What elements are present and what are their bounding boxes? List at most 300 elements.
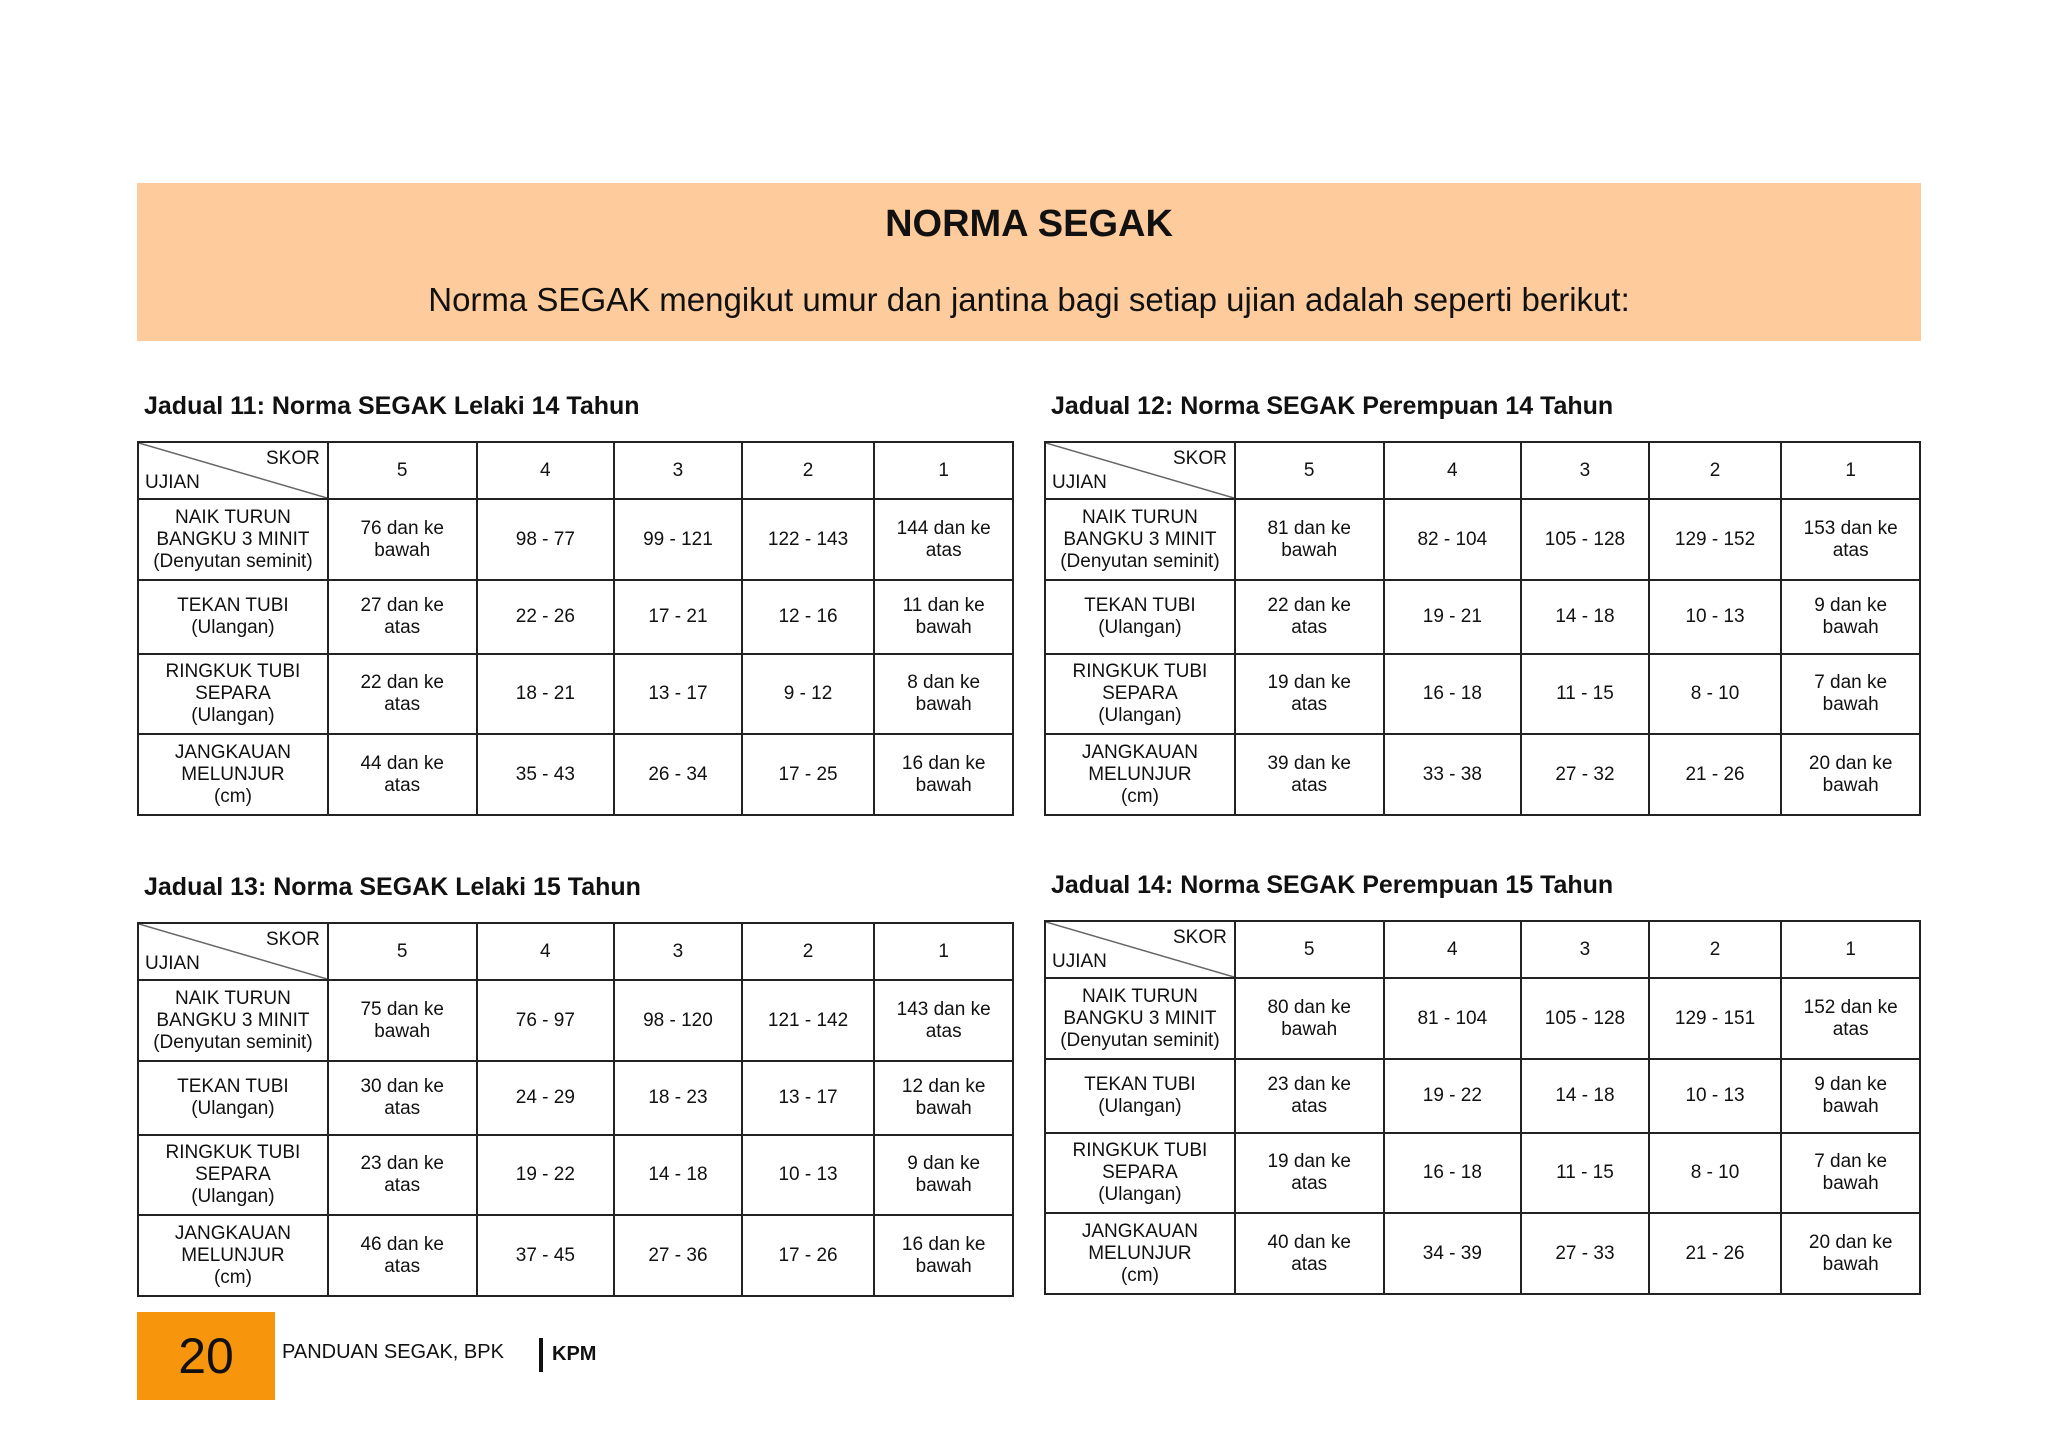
norm-value-line: atas xyxy=(1291,1096,1328,1117)
norm-value-line: 39 dan ke xyxy=(1267,752,1351,774)
test-label-line: MELUNJUR xyxy=(181,763,285,785)
table-row xyxy=(138,734,1013,815)
test-label-line: MELUNJUR xyxy=(1088,1242,1192,1264)
norm-value-line: 33 - 38 xyxy=(1422,763,1482,785)
norm-value-line: atas xyxy=(384,1098,421,1119)
norm-value-cell xyxy=(1521,654,1649,734)
norm-value-cell xyxy=(1781,499,1920,580)
score-header-cell: 4 xyxy=(477,923,615,980)
norm-value-line: 10 - 13 xyxy=(1685,1085,1745,1106)
norm-value-line: 21 - 26 xyxy=(1685,1242,1745,1264)
norm-value-cell xyxy=(1521,499,1649,580)
test-label-line: (Denyutan seminit) xyxy=(1060,550,1220,572)
score-header-cell: 2 xyxy=(1649,442,1782,499)
test-label-line: (Denyutan seminit) xyxy=(153,1031,313,1053)
table-header-row xyxy=(138,923,1013,980)
norm-value-line: 16 dan ke xyxy=(901,752,986,774)
norm-value-line: atas xyxy=(925,539,962,561)
table-row xyxy=(1045,654,1920,734)
norm-value-cell xyxy=(1235,1133,1384,1213)
footer-publication: PANDUAN SEGAK, BPK xyxy=(282,1341,504,1363)
norm-value-cell xyxy=(742,734,875,815)
norm-value-cell xyxy=(1781,1059,1920,1133)
norm-value-line: 44 dan ke xyxy=(360,752,444,774)
test-label-line: TEKAN TUBI xyxy=(177,595,289,616)
norm-value-cell xyxy=(614,1215,742,1296)
norm-value-cell xyxy=(742,1215,875,1296)
table-row xyxy=(1045,1133,1920,1213)
norm-value-line: 22 - 26 xyxy=(515,606,575,627)
norm-value-cell xyxy=(1384,734,1522,815)
test-label-line: (Ulangan) xyxy=(1098,1184,1182,1205)
norm-value-cell xyxy=(742,580,875,654)
table-caption: Jadual 11: Norma SEGAK Lelaki 14 Tahun xyxy=(144,392,640,420)
norm-value-cell xyxy=(1384,654,1522,734)
test-label-line: MELUNJUR xyxy=(1088,763,1192,785)
norm-value-cell xyxy=(477,1061,615,1135)
test-label-line: (cm) xyxy=(1120,1264,1159,1286)
norm-value-line: bawah xyxy=(1281,1018,1338,1040)
norm-value-line: 46 dan ke xyxy=(360,1233,444,1255)
test-label-cell xyxy=(138,1135,328,1215)
norm-value-cell xyxy=(1781,978,1920,1059)
score-header-cell: 4 xyxy=(477,442,615,499)
norm-value-cell xyxy=(1649,1059,1782,1133)
norm-table xyxy=(1044,920,1921,1295)
norm-value-line: 75 dan ke xyxy=(360,998,444,1020)
norm-value-cell xyxy=(328,1215,477,1296)
test-label-line: NAIK TURUN xyxy=(1082,506,1198,528)
test-label-cell xyxy=(1045,1133,1235,1213)
norm-value-line: atas xyxy=(1291,774,1328,796)
norm-value-cell xyxy=(1781,734,1920,815)
norm-value-line: 27 dan ke xyxy=(360,595,444,616)
norm-value-line: 18 - 23 xyxy=(648,1087,708,1108)
norm-value-line: 98 - 77 xyxy=(515,528,575,550)
norm-value-line: 14 - 18 xyxy=(648,1164,708,1185)
norm-value-line: 30 dan ke xyxy=(360,1076,444,1097)
norm-value-line: bawah xyxy=(915,617,972,638)
norm-value-line: 40 dan ke xyxy=(1267,1231,1351,1253)
test-label-line: (cm) xyxy=(1120,785,1159,807)
norm-value-line: 8 - 10 xyxy=(1690,683,1740,704)
norm-value-cell xyxy=(1384,499,1522,580)
norm-value-line: atas xyxy=(1291,617,1328,638)
norm-value-cell xyxy=(1521,1059,1649,1133)
norm-value-line: 26 - 34 xyxy=(648,763,708,785)
test-label-line: NAIK TURUN xyxy=(175,506,291,528)
table-row xyxy=(138,580,1013,654)
test-label-cell xyxy=(1045,580,1235,654)
table-row xyxy=(1045,1059,1920,1133)
test-label-line: (cm) xyxy=(213,785,252,807)
page-title: NORMA SEGAK xyxy=(885,203,1173,245)
test-label-cell xyxy=(138,1215,328,1296)
test-label-cell xyxy=(1045,1213,1235,1294)
test-label-line: TEKAN TUBI xyxy=(177,1076,289,1097)
norm-value-line: 11 - 15 xyxy=(1556,683,1614,704)
norm-value-line: 7 dan ke xyxy=(1814,1151,1888,1172)
norm-value-cell xyxy=(1521,1133,1649,1213)
norm-value-line: 121 - 142 xyxy=(767,1009,849,1031)
test-label-cell xyxy=(1045,1059,1235,1133)
norm-value-line: 23 dan ke xyxy=(1267,1074,1351,1095)
norm-value-line: 16 - 18 xyxy=(1422,1162,1482,1183)
score-header-cell: 5 xyxy=(328,442,477,499)
footer-divider xyxy=(539,1338,543,1372)
ujian-label: UJIAN xyxy=(145,953,200,974)
table-row xyxy=(1045,499,1920,580)
norm-value-line: 12 dan ke xyxy=(901,1076,986,1097)
page-number: 20 xyxy=(178,1328,234,1384)
norm-table xyxy=(137,441,1014,816)
test-label-line: (cm) xyxy=(213,1266,252,1288)
norm-value-cell xyxy=(742,654,875,734)
norm-value-cell xyxy=(1649,654,1782,734)
score-header-cell: 3 xyxy=(1521,442,1649,499)
norm-value-line: 8 - 10 xyxy=(1690,1162,1740,1183)
norm-value-cell xyxy=(1235,499,1384,580)
test-label-cell xyxy=(138,734,328,815)
norm-value-line: bawah xyxy=(1281,539,1338,561)
norm-value-line: 21 - 26 xyxy=(1685,763,1745,785)
norm-value-line: 129 - 152 xyxy=(1674,528,1756,550)
norm-value-line: 24 - 29 xyxy=(515,1087,575,1108)
norm-value-line: 98 - 120 xyxy=(643,1009,713,1031)
norm-value-cell xyxy=(1235,1059,1384,1133)
norm-value-cell xyxy=(874,580,1013,654)
norm-value-cell xyxy=(328,499,477,580)
norm-value-line: 19 - 22 xyxy=(1422,1085,1482,1106)
test-label-cell xyxy=(1045,978,1235,1059)
norm-table xyxy=(1044,441,1921,816)
norm-value-line: 17 - 21 xyxy=(648,606,708,627)
test-label-line: JANGKAUAN xyxy=(174,741,291,763)
norm-value-line: bawah xyxy=(1822,694,1879,715)
norm-value-cell xyxy=(1781,654,1920,734)
norm-value-line: 27 - 32 xyxy=(1555,763,1615,785)
norm-value-line: atas xyxy=(384,1175,421,1196)
norm-value-cell xyxy=(1384,978,1522,1059)
norm-value-line: 11 - 15 xyxy=(1556,1162,1614,1183)
test-label-line: SEPARA xyxy=(195,683,271,704)
table-row xyxy=(138,980,1013,1061)
test-label-line: RINGKUK TUBI xyxy=(1072,1140,1208,1161)
norm-value-cell xyxy=(742,980,875,1061)
table-row xyxy=(1045,1213,1920,1294)
norm-value-cell xyxy=(874,1135,1013,1215)
page-number-box xyxy=(137,1312,275,1400)
norm-value-line: 19 - 21 xyxy=(1422,606,1482,627)
score-header-cell: 2 xyxy=(742,442,875,499)
norm-value-cell xyxy=(328,734,477,815)
footer-kpm: KPM xyxy=(552,1343,597,1365)
test-label-cell xyxy=(138,499,328,580)
norm-value-cell xyxy=(1521,734,1649,815)
norm-value-cell xyxy=(328,1135,477,1215)
test-label-cell xyxy=(138,1061,328,1135)
score-header-cell: 3 xyxy=(1521,921,1649,978)
norm-value-cell xyxy=(1649,1213,1782,1294)
norm-value-line: atas xyxy=(1832,1018,1869,1040)
norm-value-cell xyxy=(1384,1059,1522,1133)
norm-value-cell xyxy=(477,654,615,734)
norm-value-cell xyxy=(477,734,615,815)
norm-value-cell xyxy=(874,1215,1013,1296)
test-label-line: JANGKAUAN xyxy=(174,1222,291,1244)
skor-ujian-corner-cell xyxy=(1045,921,1235,978)
skor-ujian-corner-cell xyxy=(138,442,328,499)
norm-value-cell xyxy=(874,1061,1013,1135)
norm-value-line: 27 - 33 xyxy=(1555,1242,1615,1264)
norm-value-line: 12 - 16 xyxy=(778,606,838,627)
skor-label: SKOR xyxy=(1173,927,1227,948)
test-label-cell xyxy=(1045,654,1235,734)
score-header-cell: 1 xyxy=(1781,442,1920,499)
test-label-cell xyxy=(1045,734,1235,815)
norm-value-line: bawah xyxy=(915,1098,972,1119)
test-label-line: MELUNJUR xyxy=(181,1244,285,1266)
norm-value-cell xyxy=(1384,580,1522,654)
ujian-label: UJIAN xyxy=(1052,472,1107,493)
score-header-cell: 1 xyxy=(1781,921,1920,978)
page-subtitle: Norma SEGAK mengikut umur dan jantina bagi setiap ujian adalah seperti berikut: xyxy=(428,281,1630,318)
table-row xyxy=(1045,734,1920,815)
norm-value-cell xyxy=(614,734,742,815)
norm-value-cell xyxy=(1781,1213,1920,1294)
norm-value-line: 9 dan ke xyxy=(1814,1074,1888,1095)
norm-value-cell xyxy=(614,1061,742,1135)
norm-value-cell xyxy=(742,1135,875,1215)
norm-value-cell xyxy=(328,1061,477,1135)
score-header-cell: 2 xyxy=(742,923,875,980)
norm-value-cell xyxy=(1235,654,1384,734)
score-header-cell: 5 xyxy=(1235,442,1384,499)
norm-value-cell xyxy=(742,499,875,580)
norm-value-line: bawah xyxy=(1822,1173,1879,1194)
norm-value-cell xyxy=(614,1135,742,1215)
norm-value-cell xyxy=(614,499,742,580)
skor-label: SKOR xyxy=(266,448,320,469)
norm-value-cell xyxy=(614,654,742,734)
norm-value-line: 8 dan ke xyxy=(907,672,981,693)
norm-value-line: 10 - 13 xyxy=(1685,606,1745,627)
table-row xyxy=(1045,978,1920,1059)
norm-value-cell xyxy=(874,499,1013,580)
norm-value-cell xyxy=(1384,1133,1522,1213)
skor-label: SKOR xyxy=(266,929,320,950)
test-label-line: SEPARA xyxy=(195,1164,271,1185)
test-label-line: JANGKAUAN xyxy=(1081,741,1198,763)
norm-value-line: 10 - 13 xyxy=(778,1164,838,1185)
test-label-cell xyxy=(138,580,328,654)
norm-value-cell xyxy=(1649,734,1782,815)
norm-value-line: 82 - 104 xyxy=(1417,528,1488,550)
norm-value-line: 9 - 12 xyxy=(783,683,833,704)
test-label-line: BANGKU 3 MINIT xyxy=(1063,528,1217,550)
score-header-cell: 1 xyxy=(874,923,1013,980)
norm-value-cell xyxy=(477,580,615,654)
norm-value-line: 129 - 151 xyxy=(1674,1007,1756,1029)
norm-value-line: 37 - 45 xyxy=(515,1244,575,1266)
score-header-cell: 4 xyxy=(1384,921,1522,978)
test-label-line: BANGKU 3 MINIT xyxy=(156,528,310,550)
norm-value-line: 13 - 17 xyxy=(778,1087,838,1108)
norm-value-line: 144 dan ke xyxy=(896,517,991,539)
norm-value-line: atas xyxy=(384,694,421,715)
test-label-line: TEKAN TUBI xyxy=(1084,595,1196,616)
norm-value-line: bawah xyxy=(915,774,972,796)
norm-value-line: 20 dan ke xyxy=(1808,1231,1893,1253)
norm-value-cell xyxy=(1521,580,1649,654)
norm-value-line: bawah xyxy=(1822,774,1879,796)
table-header-row xyxy=(138,442,1013,499)
test-label-line: RINGKUK TUBI xyxy=(165,661,301,682)
norm-value-line: 19 dan ke xyxy=(1267,672,1351,693)
norm-value-cell xyxy=(874,980,1013,1061)
table-caption: Jadual 12: Norma SEGAK Perempuan 14 Tahun xyxy=(1051,392,1614,420)
norm-value-line: 19 - 22 xyxy=(515,1164,575,1185)
norm-value-line: atas xyxy=(1832,539,1869,561)
norm-value-line: 81 dan ke xyxy=(1267,517,1351,539)
norm-value-line: bawah xyxy=(374,1020,431,1042)
test-label-line: (Ulangan) xyxy=(1098,705,1182,726)
norm-value-line: atas xyxy=(1291,1173,1328,1194)
skor-ujian-corner-cell xyxy=(138,923,328,980)
norm-value-line: 27 - 36 xyxy=(648,1244,708,1266)
ujian-label: UJIAN xyxy=(1052,951,1107,972)
norm-value-line: 76 dan ke xyxy=(360,517,444,539)
norm-value-line: 20 dan ke xyxy=(1808,752,1893,774)
norm-value-cell xyxy=(614,980,742,1061)
norm-value-line: 22 dan ke xyxy=(1267,595,1351,616)
norm-value-cell xyxy=(477,980,615,1061)
norm-value-cell xyxy=(1235,580,1384,654)
norm-value-line: 80 dan ke xyxy=(1267,996,1351,1018)
norm-value-cell xyxy=(1521,978,1649,1059)
test-label-line: (Ulangan) xyxy=(191,1098,275,1119)
table-header-row xyxy=(1045,442,1920,499)
norm-value-cell xyxy=(1649,580,1782,654)
norm-value-cell xyxy=(1235,1213,1384,1294)
test-label-line: (Ulangan) xyxy=(191,1186,275,1207)
norm-value-line: 16 - 18 xyxy=(1422,683,1482,704)
test-label-line: (Ulangan) xyxy=(191,705,275,726)
norm-value-line: atas xyxy=(384,774,421,796)
norm-value-cell xyxy=(614,580,742,654)
test-label-line: BANGKU 3 MINIT xyxy=(156,1009,310,1031)
score-header-cell: 5 xyxy=(328,923,477,980)
norm-value-line: bawah xyxy=(374,539,431,561)
norm-value-line: bawah xyxy=(915,1175,972,1196)
norm-value-line: 14 - 18 xyxy=(1555,1085,1615,1106)
test-label-cell xyxy=(1045,499,1235,580)
norm-value-line: 9 dan ke xyxy=(1814,595,1888,616)
test-label-line: SEPARA xyxy=(1102,1162,1178,1183)
test-label-line: (Ulangan) xyxy=(1098,1096,1182,1117)
norm-value-line: bawah xyxy=(1822,1253,1879,1275)
norm-value-cell xyxy=(742,1061,875,1135)
norm-value-cell xyxy=(328,980,477,1061)
header-banner xyxy=(137,183,1921,341)
norm-value-line: atas xyxy=(925,1020,962,1042)
table-header-row xyxy=(1045,921,1920,978)
norm-value-line: 9 dan ke xyxy=(907,1153,981,1174)
norm-value-line: 152 dan ke xyxy=(1803,996,1898,1018)
norm-value-line: bawah xyxy=(1822,617,1879,638)
score-header-cell: 4 xyxy=(1384,442,1522,499)
table-row xyxy=(138,1135,1013,1215)
table-caption: Jadual 13: Norma SEGAK Lelaki 15 Tahun xyxy=(144,873,641,901)
test-label-cell xyxy=(138,980,328,1061)
norm-value-cell xyxy=(1521,1213,1649,1294)
norm-value-line: 17 - 26 xyxy=(778,1244,838,1266)
score-header-cell: 5 xyxy=(1235,921,1384,978)
ujian-label: UJIAN xyxy=(145,472,200,493)
skor-ujian-corner-cell xyxy=(1045,442,1235,499)
test-label-line: TEKAN TUBI xyxy=(1084,1074,1196,1095)
norm-value-line: 7 dan ke xyxy=(1814,672,1888,693)
test-label-line: (Denyutan seminit) xyxy=(153,550,313,572)
norm-value-line: 11 dan ke xyxy=(902,595,985,616)
norm-value-cell xyxy=(1235,734,1384,815)
table-row xyxy=(138,654,1013,734)
norm-value-line: 81 - 104 xyxy=(1417,1007,1488,1029)
norm-value-line: bawah xyxy=(915,694,972,715)
table-row xyxy=(138,1061,1013,1135)
norm-value-line: 35 - 43 xyxy=(515,763,575,785)
norm-value-line: 76 - 97 xyxy=(515,1009,575,1031)
norm-value-cell xyxy=(874,654,1013,734)
norm-table xyxy=(137,922,1014,1297)
norm-value-line: 105 - 128 xyxy=(1544,528,1626,550)
norm-value-line: bawah xyxy=(915,1255,972,1277)
norm-value-line: 153 dan ke xyxy=(1803,517,1898,539)
norm-value-line: 19 dan ke xyxy=(1267,1151,1351,1172)
norm-value-line: 23 dan ke xyxy=(360,1153,444,1174)
norm-value-line: 143 dan ke xyxy=(896,998,991,1020)
norm-value-line: 13 - 17 xyxy=(648,683,708,704)
norm-value-cell xyxy=(1649,499,1782,580)
test-label-cell xyxy=(138,654,328,734)
test-label-line: (Denyutan seminit) xyxy=(1060,1029,1220,1051)
norm-value-cell xyxy=(1781,580,1920,654)
table-row xyxy=(1045,580,1920,654)
norm-value-line: atas xyxy=(1291,694,1328,715)
norm-value-cell xyxy=(328,580,477,654)
norm-value-cell xyxy=(874,734,1013,815)
skor-label: SKOR xyxy=(1173,448,1227,469)
norm-value-line: 17 - 25 xyxy=(778,763,838,785)
score-header-cell: 1 xyxy=(874,442,1013,499)
score-header-cell: 3 xyxy=(614,923,742,980)
test-label-line: BANGKU 3 MINIT xyxy=(1063,1007,1217,1029)
norm-value-cell xyxy=(1649,1133,1782,1213)
test-label-line: (Ulangan) xyxy=(191,617,275,638)
test-label-line: RINGKUK TUBI xyxy=(165,1142,301,1163)
norm-value-cell xyxy=(477,499,615,580)
test-label-line: SEPARA xyxy=(1102,683,1178,704)
test-label-line: NAIK TURUN xyxy=(175,987,291,1009)
norm-value-line: atas xyxy=(384,1255,421,1277)
norm-value-line: 34 - 39 xyxy=(1422,1242,1482,1264)
norm-value-line: 105 - 128 xyxy=(1544,1007,1626,1029)
norm-value-line: 22 dan ke xyxy=(360,672,444,693)
norm-value-line: 14 - 18 xyxy=(1555,606,1615,627)
norm-value-cell xyxy=(1235,978,1384,1059)
table-caption: Jadual 14: Norma SEGAK Perempuan 15 Tahun xyxy=(1051,871,1614,899)
norm-value-cell xyxy=(328,654,477,734)
